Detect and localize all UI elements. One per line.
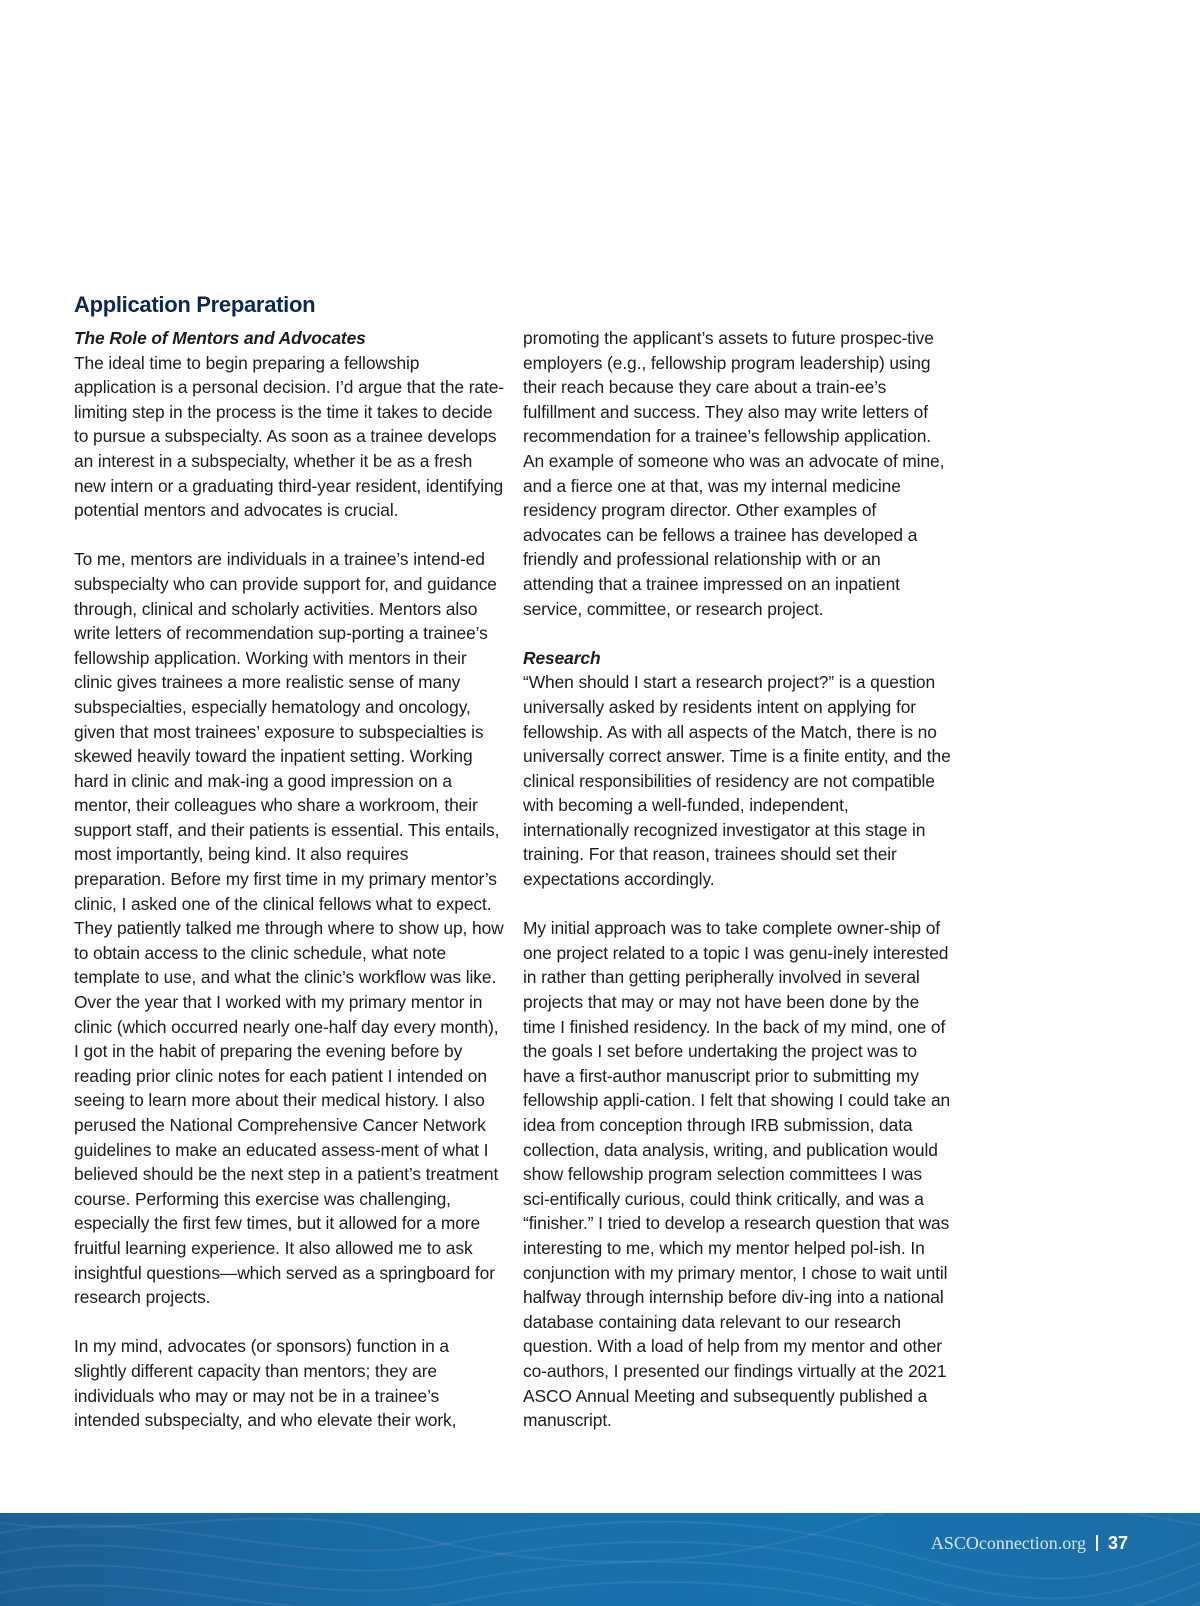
footer-wave-pattern [0,1513,1200,1606]
subheading-research: Research [523,647,601,668]
left-column [74,290,504,1433]
footer-info [931,1530,1128,1556]
body-paragraph: “When should I start a research project?” is a question universally asked by residents intent on applying for fellowship. As with all aspects of the Match, there is no universally correct answer. Time is a finite entity, and the clinical responsibilities of residency are not compatible with becoming a well-funded, independent, internationally recognized investigator at this stage in training. For that reason, trainees should set their expectations accordingly. [523,672,951,890]
right-column [523,326,953,1433]
footer-band [0,1513,1200,1606]
section-heading: Application Preparation [74,292,316,317]
body-paragraph: My initial approach was to take complete owner-ship of one project related to a topic I was genu-inely interested in rather than getting peripherally involved in several projects that may or may not have been done by the time I finished residency. In the back of my mind, one of the goals I set before undertaking the project was to have a first-author manuscript prior to submitting my fellowship appli-cation. I felt that showing I could take an idea from conception through IRB submission, data collection, data analysis, writing, and publication would show fellowship program selection committees I was sci-entifically curious, could think critically, and was a “finisher.” I tried to develop a research question that was interesting to me, which my mentor helped pol-ish. In conjunction with my primary mentor, I chose to wait until halfway through internship before div-ing into a national database containing data relevant to our research question. With a load of help from my mentor and other co-authors, I presented our findings virtually at the 2021 ASCO Annual Meeting and subsequently published a manuscript. [523,918,951,1431]
body-paragraph: To me, mentors are individuals in a trainee’s intend-ed subspecialty who can provide support for, and guidance through, clinical and scholarly activities. Mentors also write letters of recommendation sup-porting a trainee’s fellowship application. Working with mentors in their clinic gives trainees a more realistic sense of many subspecialties, especially hematology and oncology, given that most trainees’ exposure to subspecialties is skewed heavily toward the inpatient setting. Working hard in clinic and mak-ing a good impression on a mentor, their colleagues who share a workroom, their support staff, and their patients is essential. This entails, most importantly, being kind. It also requires preparation. Before my first time in my primary mentor’s clinic, I asked one of the clinical fellows what to expect. They patiently talked me through where to show up, how to obtain access to the clinic schedule, what note template to use, and what the clinic’s workflow was like. Over the year that I worked with my primary mentor in clinic (which occurred nearly one-half day every month), I got in the habit of preparing the evening before by reading prior clinic notes for each patient I intended on seeing to learn more about their medical history. I also perused the National Comprehensive Cancer Network guidelines to make an educated assess-ment of what I believed should be the next step in a patient’s treatment course. Performing this exercise was challenging, especially the first few times, but it allowed for a more fruitful learning experience. It also allowed me to ask insightful questions—which served as a springboard for research projects. [74,549,504,1308]
footer-divider [1096,1535,1098,1551]
footer-site-link[interactable]: ASCOconnection.org [930,1533,1086,1553]
subheading-mentors: The Role of Mentors and Advocates [74,328,366,348]
page-number: 37 [1107,1533,1128,1553]
body-paragraph-continued: promoting the applicant’s assets to future prospec-tive employers (e.g., fellowship program leadership) using their reach because they care about a train-ee’s fulfillment and success. They also may write letters of recommendation for a trainee’s fellowship application. An example of someone who was an advocate of mine, and a fierce one at that, was my internal medicine residency program director. Other examples of advocates can be fellows a trainee has developed a friendly and professional relationship with or an attending that a trainee impressed on an inpatient service, committee, or research project. [523,328,945,619]
body-paragraph: The ideal time to begin preparing a fellowship application is a personal decision. I’d argue that the rate-limiting step in the process is the time it takes to decide to pursue a subspecialty. As soon as a trainee develops an interest in a subspecialty, whether it be as a fresh new intern or a graduating third-year resident, identifying potential mentors and advocates is crucial. [74,352,504,521]
body-paragraph: In my mind, advocates (or sponsors) function in a slightly different capacity than mentors; they are individuals who may or may not be in a trainee’s intended subspecialty, and who elevate their work, [74,1336,457,1431]
